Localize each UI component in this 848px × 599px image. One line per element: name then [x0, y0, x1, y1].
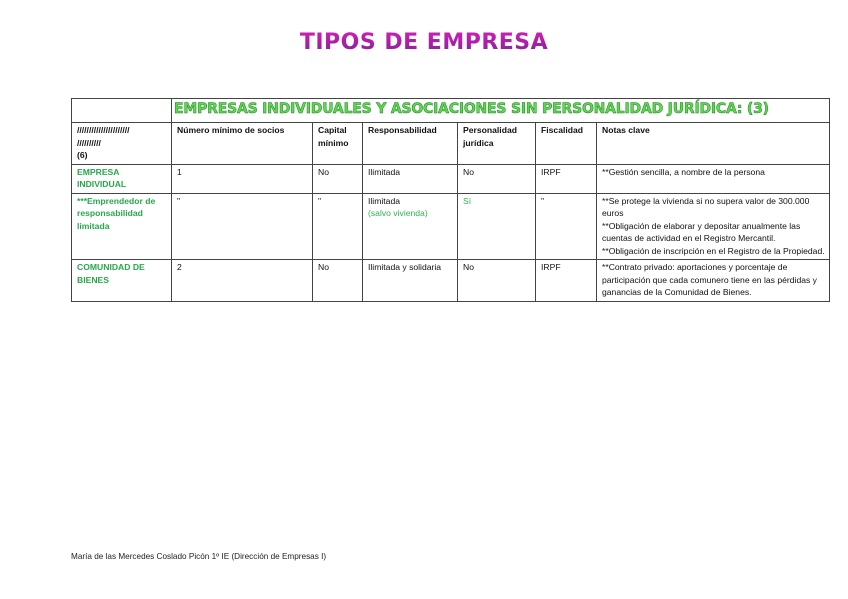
cell-socios: 2 [172, 260, 313, 302]
table-row [72, 260, 830, 302]
cell-socios: " [172, 193, 313, 260]
row-name: EMPRESA INDIVIDUAL [72, 164, 172, 193]
note-line: **Se protege la vivienda si no supera valor de 300.000 euros [602, 195, 810, 218]
cell-notas [597, 164, 830, 193]
header-capital: Capital mínimo [313, 123, 363, 165]
cell-fiscalidad: IRPF [536, 164, 597, 193]
note-line: **Obligación de inscripción en el Registro de la Propiedad. [602, 245, 825, 256]
cell-personalidad: No [458, 260, 536, 302]
header-count: (6) [77, 150, 88, 160]
responsabilidad-value: Ilimitada y solidaria [368, 262, 442, 272]
note-line: **Gestión sencilla, a nombre de la persona [602, 166, 765, 177]
header-first-cell [72, 123, 172, 165]
header-fiscalidad: Fiscalidad [536, 123, 597, 165]
header-personalidad: Personalidad jurídica [458, 123, 536, 165]
cell-notas [597, 193, 830, 260]
cell-capital: " [313, 193, 363, 260]
header-row [72, 123, 830, 165]
note-line: **Obligación de elaborar y depositar anualmente las cuentas de actividad en el Registro Mercantil. [602, 220, 801, 243]
cell-socios: 1 [172, 164, 313, 193]
banner-empty-cell [72, 99, 172, 123]
header-notas: Notas clave [597, 123, 830, 165]
cell-fiscalidad: " [536, 193, 597, 260]
cell-capital: No [313, 260, 363, 302]
row-name: ***Emprendedor de responsabilidad limitada [72, 193, 172, 260]
header-socios: Número mínimo de socios [172, 123, 313, 165]
table-banner: EMPRESAS INDIVIDUALES Y ASOCIACIONES SIN PERSONALIDAD JURÍDICA: (3) [172, 99, 830, 123]
cell-notas [597, 260, 830, 302]
table-row [72, 193, 830, 260]
slash-line-1: ////////////////////// [77, 125, 130, 135]
cell-responsabilidad [363, 193, 458, 260]
cell-personalidad: No [458, 164, 536, 193]
table-row [72, 164, 830, 193]
cell-fiscalidad: IRPF [536, 260, 597, 302]
slash-line-2: ////////// [77, 137, 101, 148]
page-title: TIPOS DE EMPRESA [0, 30, 848, 55]
cell-personalidad: Sí [458, 193, 536, 260]
footer-author: María de las Mercedes Coslado Picón 1º IE (Dirección de Empresas I) [71, 552, 327, 561]
note-line: **Contrato privado: aportaciones y porcentaje de participación que cada comunero tiene en las pérdidas y ganancias de la Comunidad de Bienes. [602, 262, 817, 297]
cell-capital: No [313, 164, 363, 193]
cell-responsabilidad [363, 260, 458, 302]
banner-row [72, 99, 830, 123]
cell-responsabilidad [363, 164, 458, 193]
row-name: COMUNIDAD DE BIENES [72, 260, 172, 302]
header-responsabilidad: Responsabilidad [363, 123, 458, 165]
responsabilidad-value: Ilimitada [368, 166, 400, 177]
company-types-table [71, 98, 830, 302]
responsabilidad-value: Ilimitada [368, 195, 400, 206]
responsabilidad-note: (salvo vivienda) [368, 208, 428, 218]
